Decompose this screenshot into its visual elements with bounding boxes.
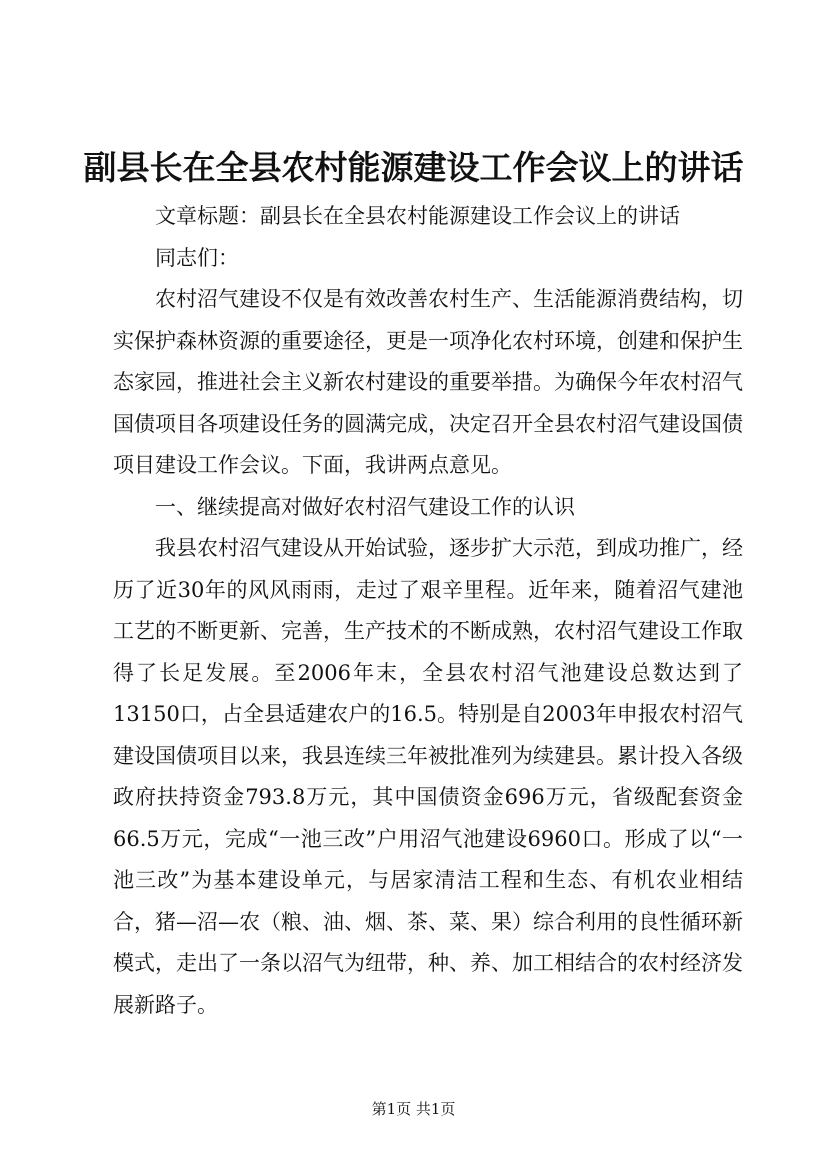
document-title: 副县长在全县农村能源建设工作会议上的讲话 [83,148,744,187]
paragraph-progress: 我县农村沼气建设从开始试验，逐步扩大示范，到成功推广，经历了近30年的风风雨雨，走过了艰辛里程。近年来，随着沼气建池工艺的不断更新、完善，生产技术的不断成熟，农村沼气建设工作取得了长足发展。至2006年末，全县农村沼气池建设总数达到了13150口，占全县适建农户的16.5。特别是自2003年申报农村沼气建设国债项目以来，我县连续三年被批准列为续建县。累计投入各级政府扶持资金793.8万元，其中国债资金696万元，省级配套资金66.5万元，完成“一池三改”户用沼气池建设6960口。形成了以“一池三改”为基本建设单元，与居家清洁工程和生态、有机农业相结合，猪—沼—农（粮、油、烟、茶、菜、果）综合利用的良性循环新模式，走出了一条以沼气为纽带，种、养、加工相结合的农村经济发展新路子。 [113,536,743,1017]
salutation: 同志们： [155,245,239,270]
document-body [113,196,743,1026]
page-number-footer: 第1页 共1页 [371,1100,456,1118]
section-heading-1: 一、继续提高对做好农村沼气建设工作的认识 [155,494,575,519]
paragraph-intro: 农村沼气建设不仅是有效改善农村生产、生活能源消费结构，切实保护森林资源的重要途径，更是一项净化农村环境，创建和保护生态家园，推进社会主义新农村建设的重要举措。为确保今年农村沼气国债项目各项建设任务的圆满完成，决定召开全县农村沼气建设国债项目建设工作会议。下面，我讲两点意见。 [113,287,743,477]
article-title-line: 文章标题：副县长在全县农村能源建设工作会议上的讲话 [155,204,680,228]
